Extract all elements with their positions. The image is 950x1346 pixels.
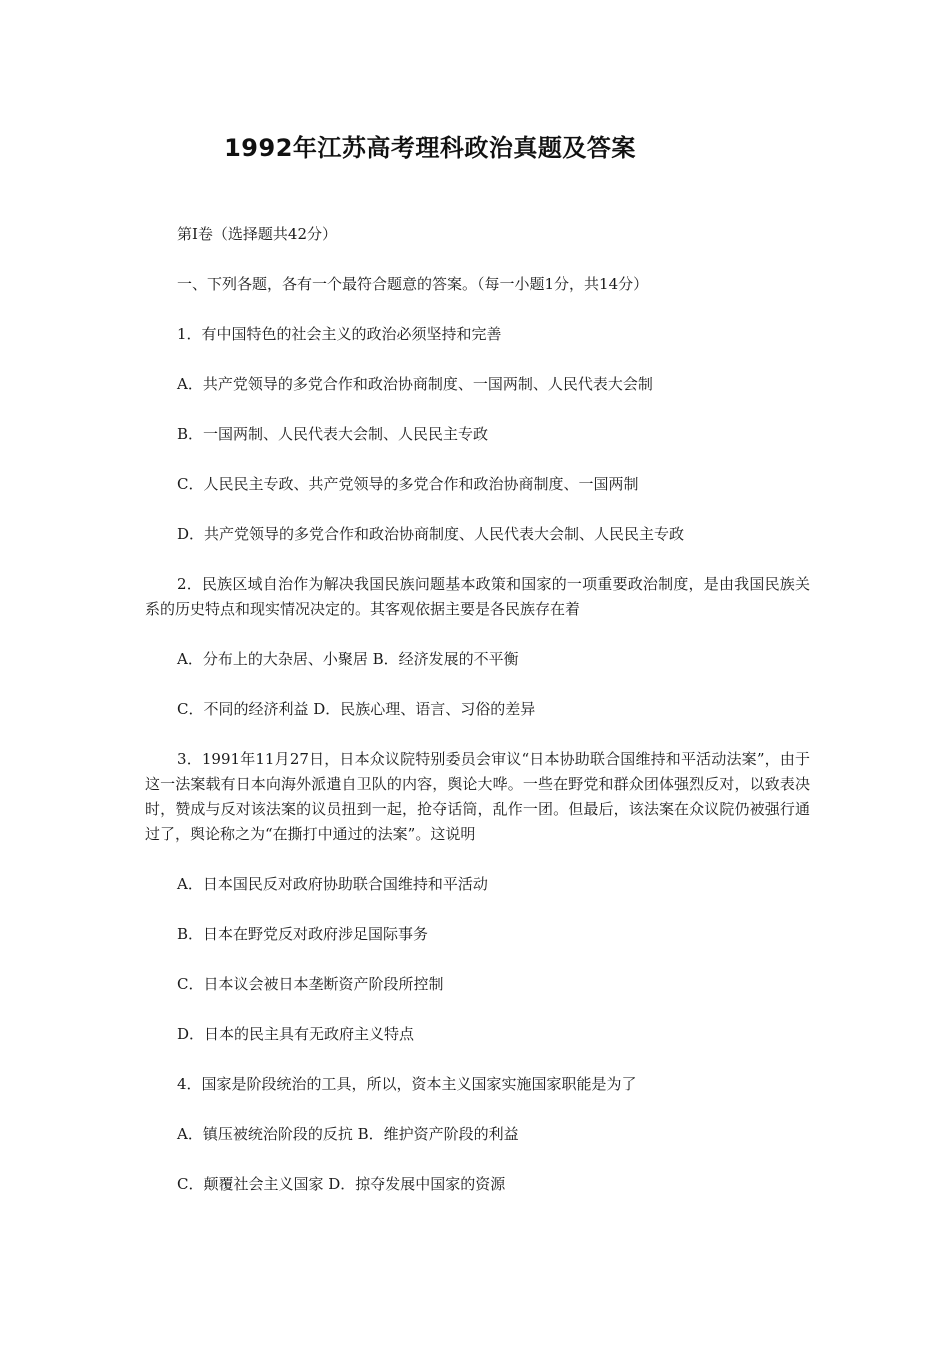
question-1-option-d: D．共产党领导的多党合作和政治协商制度、人民代表大会制、人民民主专政 [177,525,685,543]
question-1-option-b: B．一国两制、人民代表大会制、人民民主专政 [177,425,489,443]
question-3: 3．1991年11月27日，日本众议院特别委员会审议“日本协助联合国维持和平活动法案”，由于这一法案载有日本向海外派遣自卫队的内容，舆论大哗。一些在野党和群众团体强烈反对，以致表决时，赞成与反对该法案的议员扭到一起，抢夺话筒，乱作一团。但最后，该法案在众议院仍被强行通过了，舆论称之为“在撕打中通过的法案”。这说明 [145,750,810,843]
question-2-options-ab: A．分布上的大杂居、小聚居 B．经济发展的不平衡 [177,650,519,668]
question-3-option-a: A．日本国民反对政府协助联合国维持和平活动 [177,875,488,893]
question-4-options-cd: C．颠覆社会主义国家 D．掠夺发展中国家的资源 [177,1175,506,1193]
question-2-options-cd: C．不同的经济利益 D．民族心理、语言、习俗的差异 [177,700,536,718]
section-heading: 第Ⅰ卷（选择题共42分） [177,225,338,243]
document-body [145,222,810,1222]
document-title: 1992年江苏高考理科政治真题及答案 [224,134,636,162]
question-2: 2．民族区域自治作为解决我国民族问题基本政策和国家的一项重要政治制度，是由我国民族关系的历史特点和现实情况决定的。其客观依据主要是各民族存在着 [145,575,810,618]
question-1-option-a: A．共产党领导的多党合作和政治协商制度、一国两制、人民代表大会制 [177,375,653,393]
question-1: 1．有中国特色的社会主义的政治必须坚持和完善 [177,325,502,343]
question-3-option-d: D．日本的民主具有无政府主义特点 [177,1025,415,1043]
instructions: 一、下列各题，各有一个最符合题意的答案。（每一小题1分，共14分） [177,275,649,293]
question-4-options-ab: A．镇压被统治阶段的反抗 B．维护资产阶段的利益 [177,1125,519,1143]
question-3-option-b: B．日本在野党反对政府涉足国际事务 [177,925,429,943]
question-3-option-c: C．日本议会被日本垄断资产阶段所控制 [177,975,444,993]
question-4: 4．国家是阶段统治的工具，所以，资本主义国家实施国家职能是为了 [177,1075,637,1093]
question-1-option-c: C．人民民主专政、共产党领导的多党合作和政治协商制度、一国两制 [177,475,639,493]
